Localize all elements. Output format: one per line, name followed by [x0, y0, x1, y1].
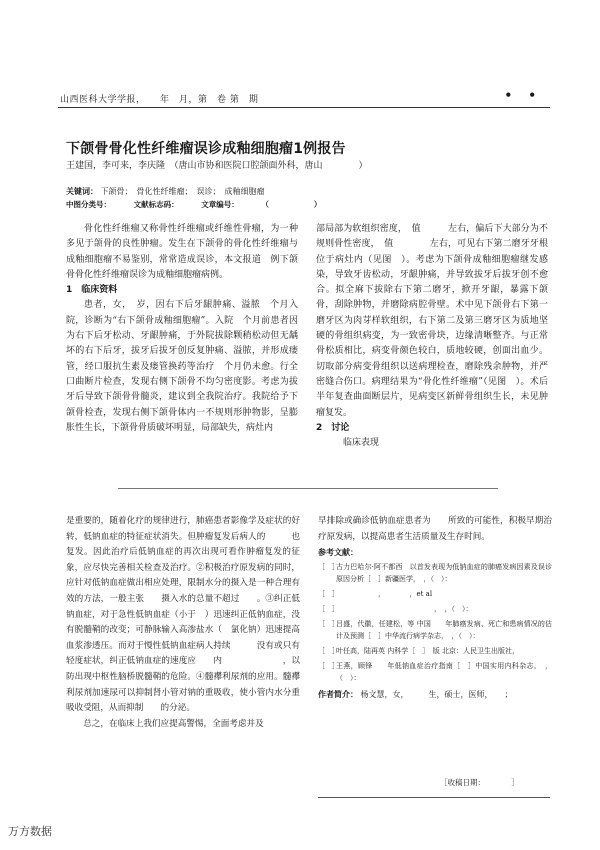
paragraph: 总之，在临床上我们应提高警惕，全面考虑并及 [83, 718, 264, 729]
paragraph: 早排除或确诊低钠血症患者为 所致的可能性，积极早期治疗原发病，以提高患者生活质量及生存时间。 [318, 516, 552, 542]
section-heading: 1 临床资料 [66, 285, 118, 296]
keywords-label: 关键词： [66, 187, 98, 196]
article-no-label: 文章编号： [201, 200, 239, 209]
references-heading: 参考文献： [318, 548, 358, 558]
author-intro [318, 687, 552, 703]
clc-label: 中图分类号： [66, 200, 111, 209]
keywords [66, 186, 265, 197]
paragraph: 是重要的，随着化疗的规律进行，肺癌患者影像学及症状的好转，低钠血症的特征症状消失。但肿瘤复发后病人的 也复发。因此治疗后低钠血症的再次出现可看作肿瘤复发的征象，应尽快完善相关检查及治疗。②积极治疗原发病的同时，应针对低钠血症做出相应处理，限制水分的摄入是一种合理有效的方法，一般主张 摄入水的总量不超过 。③纠正低钠血症，对于急性低钠血症（小于 ）迅速纠正低钠血症，没有脱髓鞘的改变；可静脉输入高渗盐水（ 氯化钠）迅速提高血浆渗透压。而对于慢性低钠血症病人持续 没有或只有轻度症状，纠正低钠血症的速度应 内 ，以防出现中枢性脑桥脱髓鞘的危险。④髓襻利尿剂的应用。髓襻利尿剂加速尿可以抑制肾小管对钠的重吸收，使小管内水分重吸收受阻，从而抑制 的分泌。 [66, 516, 300, 714]
article-authors: 王建国，李可来，李庆隆 （唐山市协和医院口腔颌面外科，唐山 ） [66, 161, 368, 171]
journal-header: 山西医科大学学报， 年 月，第 卷 第 期 [60, 95, 259, 105]
body-bottom-left-column [66, 514, 300, 732]
body-top-left-column [66, 222, 298, 436]
article-no-value: （ ） [261, 200, 322, 209]
reference-item: ［ ］ 古力巴哈尔·阿不都西 以首发表现为低钠血症的肺癌发病因素及误诊原因分析［ ］新疆医学， ，（ ）： [318, 562, 552, 583]
reference-item: ［ ］ ， ，et al [318, 589, 433, 598]
header-dots: • • [504, 88, 542, 102]
reference-item: ［ ］ 吕盛，代徽，任建松，等 中国 年肺癌发病、死亡和患病情况的估计及预测［ ］中华流行病学杂志， ，（ ）： [318, 619, 552, 640]
reference-item: ［ ］ 王燕，顾锋 年低钠血症治疗指南［ ］中国实用内科杂志， ，（ ）： [318, 661, 552, 682]
header-rule [58, 107, 550, 108]
watermark: 万方数据 [8, 825, 52, 838]
author-intro-text: 杨文慧，女， 生，硕士，医师， ； [360, 689, 513, 699]
body-top-right-column [316, 222, 548, 451]
doc-code-label: 文献标志码： [133, 200, 179, 209]
footer-rule [318, 797, 550, 798]
reference-item: ［ ］ ， ，（ ）： [318, 604, 473, 613]
article-title: 下颌骨骨化性纤维瘤误诊成釉细胞瘤1例报告 [66, 141, 346, 157]
references-list [318, 561, 552, 684]
body-bottom-right-column [318, 514, 552, 702]
section-heading: 2 讨论 [316, 422, 350, 433]
reference-item: ［ ］ 叶任高，陆再英 内科学［ ］ 版 北京：人民卫生出版社， [318, 646, 519, 655]
article-meta [66, 199, 341, 210]
author-intro-label: 作者简介： [318, 688, 358, 699]
received-date: ［收稿日期： ］ [440, 778, 519, 787]
paragraph: 患者，女， 岁，因右下后牙龈肿痛、溢脓 个月入院，诊断为“右下颌骨成釉细胞瘤”。入院 个月前患者因为右下后牙松动、牙龈肿痛，于外院拔除颗稍松动但无龋坏的右下后牙，拔牙后拔牙创反复肿痛、溢脓，并形成瘘管，经口服抗生素及瘘管换药等治疗 个月仍未愈。行全口曲断片检查，发现右侧下颌骨不均匀密度影。考虑为拔牙后导致下颌骨骨髓炎，建议到全我院治疗。我院给予下颌骨检查，发现右侧下颌骨体内一不规则形肿物影，呈膨胀性生长，下颌骨骨质破坏明显，局部缺失，病灶内 [66, 300, 298, 433]
page-separator [118, 488, 498, 489]
paragraph: 骨化性纤维瘤又称骨性纤维瘤或纤维性骨瘤，为一种多见于颌骨的良性肿瘤。发生在下颌骨的骨化性纤维瘤与成釉细胞瘤不易鉴别，常常造成误诊，本文报道 例下颌骨骨化性纤维瘤误诊为成釉细胞瘤病例。 [66, 224, 298, 280]
paragraph: 部局部为软组织密度， 值 左右，偏后下大部分为不规则骨性密度， 值 左右，可见右下第二磨牙牙根位于病灶内（见图 ）。考虑为下颌骨成釉细胞瘤继发感染，导致牙齿松动，牙龈肿痛，并导致拔牙后拔牙创不愈合。拟全麻下拔除右下第二磨牙，掀开牙龈，暴露下颌骨，刮除肿物，并磨除病腔骨壁。术中见下颌骨右下第一磨牙区为肉芽样软组织，右下第二及第三磨牙区为质地坚硬的骨组织病变，为一致密骨块，边缘清晰整齐。与正常骨松质相比，病变骨颜色较白，质地较硬，创面出血少。切取部分病变骨组织以送病理检查，磨除残余肿物，并严密缝合伤口。病理结果为“骨化性纤维瘤”（见图 ）。术后半年复查曲面断层片，见病变区新鲜骨组织生长，未见肿瘤复发。 [316, 224, 548, 418]
paragraph: 临床表现 [334, 438, 380, 449]
keywords-text: 下颌骨； 骨化性纤维瘤； 误诊； 成釉细胞瘤 [100, 187, 265, 196]
